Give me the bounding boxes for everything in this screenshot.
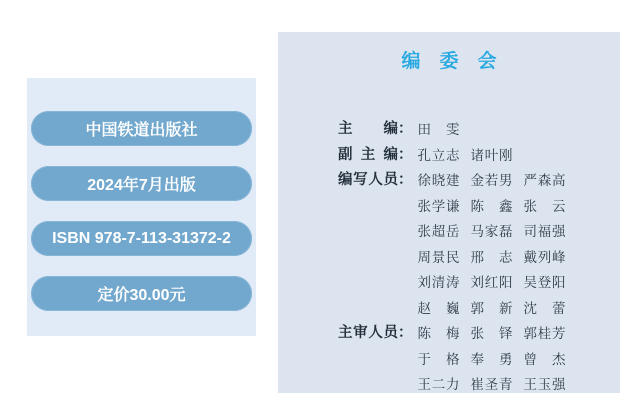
section-deputy-editors [338, 143, 620, 169]
section-label: 编写人员 [338, 172, 398, 188]
member-name: 郭桂芳 [523, 326, 566, 341]
label-colon: ： [398, 121, 413, 137]
section-label: 副主编 [338, 146, 398, 163]
section-label: 主编 [338, 121, 398, 137]
name-row [418, 143, 513, 169]
name-list [418, 117, 460, 143]
member-name: 赵巍 [417, 300, 460, 316]
member-name: 刘红阳 [470, 275, 513, 290]
member-name: 张学谦 [417, 198, 460, 214]
name-row [418, 168, 566, 194]
member-name: 崔圣青 [470, 377, 513, 392]
committee-title: 编 委 会 [401, 51, 497, 72]
member-name: 邢志 [470, 249, 513, 265]
label-colon: ： [398, 172, 413, 188]
name-row [418, 347, 566, 373]
name-row [418, 372, 566, 398]
label-colon: ： [398, 146, 413, 163]
name-row [418, 321, 566, 347]
member-name: 王玉强 [523, 377, 566, 392]
member-name: 严森高 [523, 173, 566, 188]
price-badge: 定价30.00元 [31, 276, 252, 311]
member-name: 张铎 [470, 326, 513, 341]
member-name: 徐晓建 [417, 173, 460, 188]
label-colon: ： [398, 325, 413, 341]
member-name: 王二力 [417, 377, 460, 392]
member-name: 张云 [523, 198, 566, 214]
committee-body [338, 117, 620, 398]
member-name: 周景民 [417, 249, 460, 265]
section-writers [338, 168, 620, 321]
section-chief-editor [338, 117, 620, 143]
member-name: 于格 [417, 351, 460, 367]
member-name: 马家磊 [470, 224, 513, 239]
name-list [418, 168, 566, 321]
section-label: 主审人员 [338, 325, 398, 341]
member-name: 奉勇 [470, 351, 513, 367]
name-list [418, 321, 566, 398]
member-name: 吴登阳 [523, 275, 566, 290]
name-row [418, 117, 460, 143]
section-reviewers [338, 321, 620, 398]
isbn-badge: ISBN 978-7-113-31372-2 [31, 221, 252, 256]
member-name: 郭新 [470, 300, 513, 316]
name-row [418, 270, 566, 296]
name-row [418, 296, 566, 322]
name-list [418, 143, 513, 169]
publication-info-panel [27, 78, 256, 336]
name-row [418, 219, 566, 245]
member-name: 诸叶刚 [470, 147, 513, 163]
badge-list [27, 78, 256, 311]
member-name: 孔立志 [417, 147, 460, 163]
name-row [418, 194, 566, 220]
member-name: 田雯 [417, 122, 460, 137]
member-name: 张超岳 [417, 224, 460, 239]
member-name: 曾杰 [523, 351, 566, 367]
editorial-committee-panel [278, 32, 620, 393]
member-name: 金若男 [470, 173, 513, 188]
publish-date-badge: 2024年7月出版 [31, 166, 252, 201]
member-name: 戴列峰 [523, 249, 566, 265]
member-name: 司福强 [523, 224, 566, 239]
name-row [418, 245, 566, 271]
member-name: 陈鑫 [470, 198, 513, 214]
member-name: 沈蕾 [523, 300, 566, 316]
publisher-badge: 中国铁道出版社 [31, 111, 252, 146]
member-name: 陈梅 [417, 326, 460, 341]
member-name: 刘清涛 [417, 275, 460, 290]
